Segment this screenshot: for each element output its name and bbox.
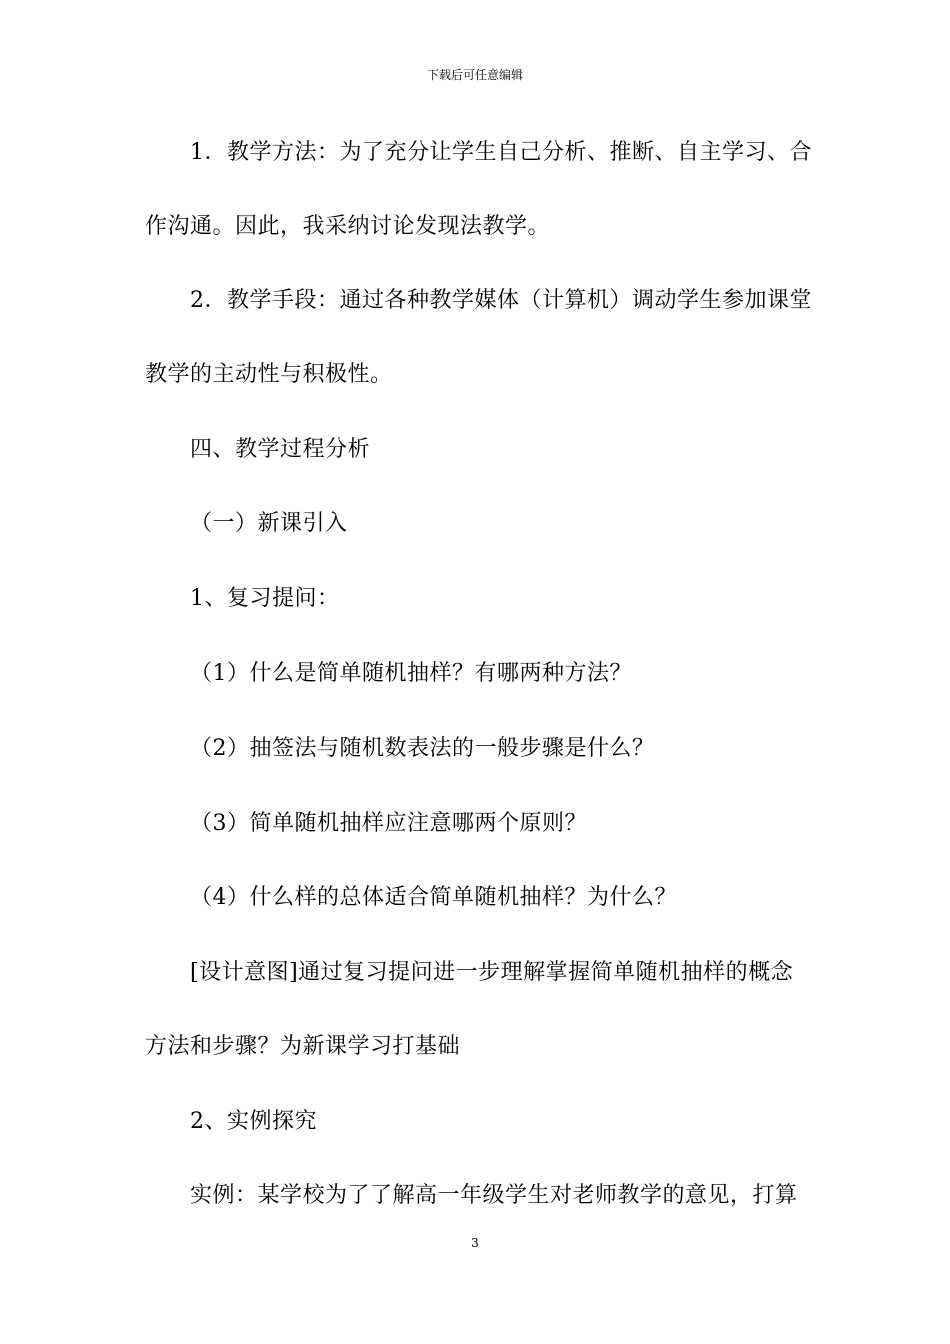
paragraph-line: 2、实例探究 bbox=[190, 1109, 317, 1134]
paragraph-line: 方法和步骤？为新课学习打基础 bbox=[145, 1034, 461, 1059]
question-item: （3）简单随机抽样应注意哪两个原则？ bbox=[190, 811, 587, 836]
paragraph-line: 作沟通。因此，我采纳讨论发现法教学。 bbox=[145, 214, 551, 239]
paragraph-line: 教学的主动性与积极性。 bbox=[145, 362, 393, 387]
question-item: （1）什么是简单随机抽样？有哪两种方法？ bbox=[190, 661, 632, 686]
question-item: （2）抽签法与随机数表法的一般步骤是什么？ bbox=[190, 736, 655, 761]
page-number: 3 bbox=[471, 1236, 479, 1250]
paragraph-line: [设计意图]通过复习提问进一步理解掌握简单随机抽样的概念 bbox=[190, 960, 794, 985]
paragraph-line: 1、复习提问： bbox=[190, 586, 340, 611]
paragraph-line: 实例：某学校为了了解高一年级学生对老师教学的意见，打算 bbox=[190, 1183, 798, 1208]
section-heading: 四、教学过程分析 bbox=[190, 437, 371, 462]
paragraph-line: 1．教学方法：为了充分让学生自己分析、推断、自主学习、合 bbox=[190, 140, 812, 165]
subsection-heading: （一）新课引入 bbox=[190, 511, 348, 536]
paragraph-line: 2．教学手段：通过各种教学媒体（计算机）调动学生参加课堂 bbox=[190, 288, 812, 313]
question-item: （4）什么样的总体适合简单随机抽样？为什么？ bbox=[190, 885, 677, 910]
page-header: 下载后可任意编辑 bbox=[426, 68, 523, 82]
